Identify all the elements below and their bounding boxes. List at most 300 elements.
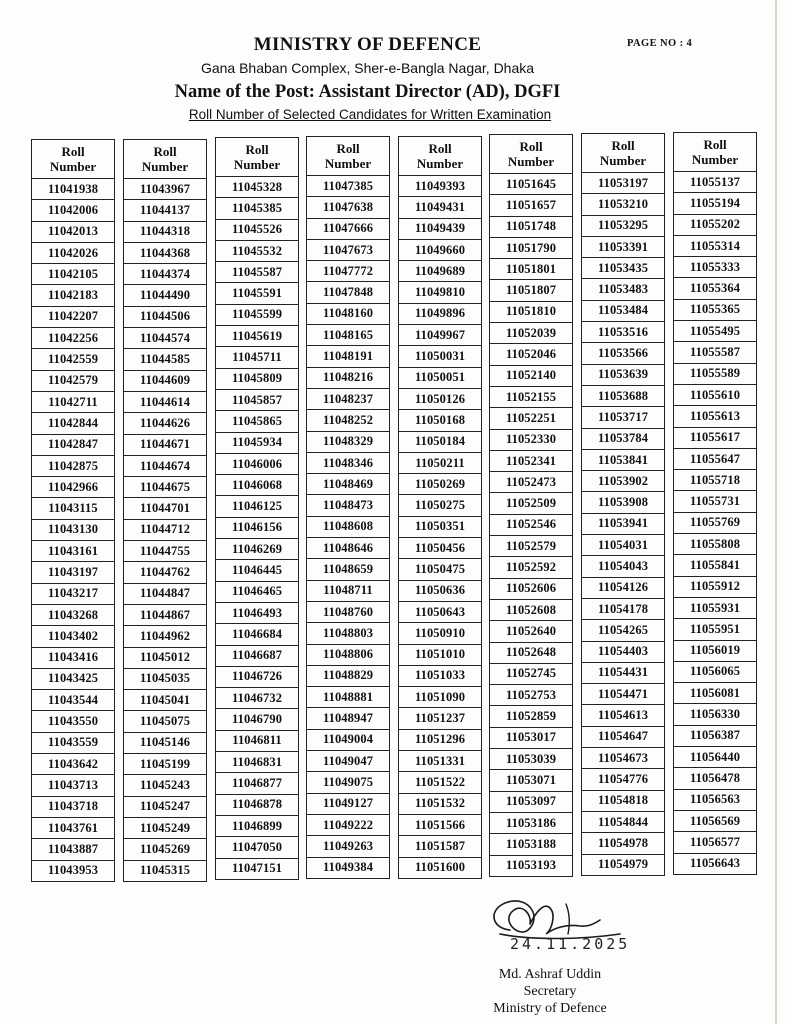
- signatory-office: Ministry of Defence: [493, 1001, 607, 1016]
- roll-number-cell: 11052640: [490, 621, 573, 642]
- table-row: [399, 367, 482, 388]
- table-row: [582, 492, 665, 513]
- roll-number-cell: 11043416: [32, 647, 115, 668]
- table-row: [674, 512, 757, 533]
- roll-number-cell: 11042183: [32, 285, 115, 306]
- roll-number-cell: 11050636: [399, 580, 482, 601]
- table-row: [216, 602, 299, 623]
- table-row: [490, 770, 573, 791]
- roll-number-cell: 11051807: [490, 280, 573, 301]
- roll-number-cell: 11050351: [399, 516, 482, 537]
- roll-number-cell: 11056577: [674, 832, 757, 853]
- roll-number-cell: 11048806: [307, 644, 390, 665]
- table-row: [674, 576, 757, 597]
- post-name: Name of the Post: Assistant Director (AD), DGFI: [174, 82, 561, 102]
- roll-number-cell: 11050031: [399, 346, 482, 367]
- roll-number-cell: 11044490: [124, 285, 207, 306]
- roll-number-table: [673, 132, 757, 875]
- roll-number-cell: 11053210: [582, 194, 665, 215]
- table-row: [674, 491, 757, 512]
- roll-number-cell: 11052473: [490, 472, 573, 493]
- table-row: [32, 647, 115, 668]
- roll-number-cell: 11047385: [307, 176, 390, 197]
- roll-number-cell: 11051237: [399, 708, 482, 729]
- table-row: [399, 176, 482, 197]
- table-row: [490, 855, 573, 876]
- table-row: [32, 604, 115, 625]
- roll-number-cell: 11048191: [307, 346, 390, 367]
- table-row: [399, 751, 482, 772]
- table-row: [32, 221, 115, 242]
- roll-number-cell: 11042579: [32, 370, 115, 391]
- roll-number-cell: 11042026: [32, 242, 115, 263]
- roll-number-cell: 11054844: [582, 811, 665, 832]
- roll-number-cell: 11051331: [399, 751, 482, 772]
- table-row: [399, 538, 482, 559]
- roll-number-cell: 11055912: [674, 576, 757, 597]
- roll-number-cell: 11042847: [32, 434, 115, 455]
- roll-number-cell: 11052859: [490, 706, 573, 727]
- signatory-name: Md. Ashraf Uddin: [498, 967, 602, 982]
- table-row: [490, 450, 573, 471]
- roll-number-cell: 11051566: [399, 814, 482, 835]
- roll-number-cell: 11052046: [490, 344, 573, 365]
- table-row: [582, 705, 665, 726]
- roll-number-cell: 11043761: [32, 817, 115, 838]
- table-row: [124, 285, 207, 306]
- table-row: [32, 498, 115, 519]
- table-row: [307, 751, 390, 772]
- table-row: [490, 408, 573, 429]
- table-row: [674, 555, 757, 576]
- roll-number-cell: 11054776: [582, 769, 665, 790]
- roll-number-cell: 11044626: [124, 413, 207, 434]
- table-row: [582, 535, 665, 556]
- table-row: [216, 177, 299, 198]
- table-row: [490, 578, 573, 599]
- roll-number-cell: 11053186: [490, 812, 573, 833]
- roll-number-cell: 11043544: [32, 690, 115, 711]
- roll-number-cell: 11050456: [399, 538, 482, 559]
- roll-number-cell: 11055808: [674, 534, 757, 555]
- table-row: [490, 791, 573, 812]
- roll-number-cell: 11054178: [582, 598, 665, 619]
- table-row: [124, 498, 207, 519]
- roll-number-cell: 11042844: [32, 413, 115, 434]
- table-row: [32, 306, 115, 327]
- roll-number-cell: 11045526: [216, 219, 299, 240]
- table-row: [216, 283, 299, 304]
- roll-number-cell: 11048165: [307, 325, 390, 346]
- column-header: Roll Number: [582, 134, 665, 173]
- table-row: [674, 619, 757, 640]
- table-row: [124, 839, 207, 860]
- table-row: [582, 364, 665, 385]
- table-row: [216, 688, 299, 709]
- roll-number-cell: 11053784: [582, 428, 665, 449]
- table-row: [490, 323, 573, 344]
- table-row: [124, 221, 207, 242]
- roll-number-cell: 11048473: [307, 495, 390, 516]
- roll-number-cell: 11045269: [124, 839, 207, 860]
- table-row: [582, 343, 665, 364]
- table-row: [582, 194, 665, 215]
- table-row: [216, 411, 299, 432]
- roll-number-cell: 11053197: [582, 173, 665, 194]
- roll-number-cell: 11045146: [124, 732, 207, 753]
- roll-number-cell: 11051033: [399, 665, 482, 686]
- table-row: [490, 195, 573, 216]
- roll-number-table: [581, 133, 665, 876]
- table-row: [674, 235, 757, 256]
- roll-number-cell: 11046726: [216, 666, 299, 687]
- table-row: [307, 218, 390, 239]
- table-row: [674, 661, 757, 682]
- table-row: [216, 560, 299, 581]
- table-row: [32, 711, 115, 732]
- table-row: [216, 475, 299, 496]
- roll-number-cell: 11044609: [124, 370, 207, 391]
- table-row: [399, 218, 482, 239]
- table-row: [674, 810, 757, 831]
- column-header: Roll Number: [124, 140, 207, 179]
- table-row: [490, 706, 573, 727]
- roll-number-cell: 11045599: [216, 304, 299, 325]
- address-line: Gana Bhaban Complex, Sher-e-Bangla Nagar, Dhaka: [200, 60, 535, 76]
- roll-number-cell: 11048760: [307, 601, 390, 622]
- table-row: [307, 687, 390, 708]
- roll-number-cell: 11045247: [124, 796, 207, 817]
- roll-number-cell: 11052039: [490, 323, 573, 344]
- table-row: [216, 624, 299, 645]
- table-row: [32, 775, 115, 796]
- table-row: [490, 174, 573, 195]
- roll-number-cell: 11045587: [216, 262, 299, 283]
- roll-number-cell: 11048160: [307, 303, 390, 324]
- table-row: [582, 811, 665, 832]
- table-row: [490, 493, 573, 514]
- roll-number-cell: 11053071: [490, 770, 573, 791]
- table-row: [399, 303, 482, 324]
- table-row: [399, 772, 482, 793]
- table-row: [399, 687, 482, 708]
- roll-number-cell: 11052330: [490, 429, 573, 450]
- roll-number-cell: 11043425: [32, 668, 115, 689]
- roll-number-cell: 11050051: [399, 367, 482, 388]
- table-row: [399, 814, 482, 835]
- roll-number-cell: 11044867: [124, 604, 207, 625]
- roll-number-cell: 11055495: [674, 321, 757, 342]
- table-row: [490, 599, 573, 620]
- table-row: [674, 747, 757, 768]
- table-row: [216, 645, 299, 666]
- roll-number-cell: 11045385: [216, 198, 299, 219]
- table-row: [32, 796, 115, 817]
- roll-number-cell: 11050475: [399, 559, 482, 580]
- table-row: [582, 684, 665, 705]
- roll-number-cell: 11051657: [490, 195, 573, 216]
- roll-number-cell: 11055314: [674, 235, 757, 256]
- roll-number-cell: 11053017: [490, 727, 573, 748]
- table-row: [216, 709, 299, 730]
- table-row: [674, 214, 757, 235]
- table-row: [32, 732, 115, 753]
- roll-number-cell: 11048216: [307, 367, 390, 388]
- table-row: [490, 280, 573, 301]
- table-row: [216, 219, 299, 240]
- roll-number-cell: 11055613: [674, 406, 757, 427]
- roll-number-cell: 11048881: [307, 687, 390, 708]
- roll-number-cell: 11055841: [674, 555, 757, 576]
- roll-number-cell: 11051810: [490, 301, 573, 322]
- roll-number-cell: 11053717: [582, 407, 665, 428]
- roll-number-cell: 11053188: [490, 834, 573, 855]
- roll-number-cell: 11055587: [674, 342, 757, 363]
- table-row: [124, 519, 207, 540]
- roll-number-cell: 11052155: [490, 386, 573, 407]
- table-row: [490, 621, 573, 642]
- table-row: [490, 237, 573, 258]
- roll-number-cell: 11052606: [490, 578, 573, 599]
- roll-number-cell: 11056478: [674, 768, 757, 789]
- table-row: [32, 668, 115, 689]
- roll-number-cell: 11051801: [490, 259, 573, 280]
- table-row: [124, 817, 207, 838]
- roll-number-cell: 11045243: [124, 775, 207, 796]
- roll-number-cell: 11043197: [32, 562, 115, 583]
- table-row: [307, 857, 390, 878]
- table-row: [216, 815, 299, 836]
- roll-number-cell: 11053566: [582, 343, 665, 364]
- roll-number-cell: 11055617: [674, 427, 757, 448]
- table-row: [216, 858, 299, 879]
- roll-number-cell: 11055731: [674, 491, 757, 512]
- roll-number-cell: 11049384: [307, 857, 390, 878]
- roll-number-cell: 11048711: [307, 580, 390, 601]
- roll-number-cell: 11042966: [32, 477, 115, 498]
- roll-number-cell: 11052509: [490, 493, 573, 514]
- table-row: [582, 279, 665, 300]
- roll-number-cell: 11049896: [399, 303, 482, 324]
- table-row: [32, 455, 115, 476]
- roll-number-cell: 11054613: [582, 705, 665, 726]
- roll-number-cell: 11049047: [307, 751, 390, 772]
- table-row: [490, 536, 573, 557]
- roll-number-cell: 11044712: [124, 519, 207, 540]
- table-row: [399, 793, 482, 814]
- roll-number-cell: 11051532: [399, 793, 482, 814]
- roll-number-cell: 11045532: [216, 240, 299, 261]
- table-row: [490, 344, 573, 365]
- table-row: [490, 685, 573, 706]
- table-row: [582, 854, 665, 875]
- roll-number-cell: 11053841: [582, 449, 665, 470]
- roll-number-cell: 11042559: [32, 349, 115, 370]
- table-row: [124, 477, 207, 498]
- table-row: [307, 452, 390, 473]
- table-row: [582, 620, 665, 641]
- table-row: [674, 257, 757, 278]
- table-row: [32, 817, 115, 838]
- signatory-block: [470, 966, 630, 1017]
- table-row: [399, 601, 482, 622]
- table-row: [582, 322, 665, 343]
- roll-number-cell: 11045865: [216, 411, 299, 432]
- roll-number-cell: 11054673: [582, 748, 665, 769]
- table-row: [582, 428, 665, 449]
- column-header: Roll Number: [307, 137, 390, 176]
- table-row: [582, 385, 665, 406]
- roll-number-cell: 11053516: [582, 322, 665, 343]
- table-row: [216, 368, 299, 389]
- table-row: [307, 601, 390, 622]
- roll-number-cell: 11050269: [399, 474, 482, 495]
- roll-number-cell: 11048608: [307, 516, 390, 537]
- table-row: [674, 853, 757, 874]
- roll-number-cell: 11044614: [124, 391, 207, 412]
- roll-number-cell: 11055364: [674, 278, 757, 299]
- table-row: [490, 259, 573, 280]
- table-row: [32, 541, 115, 562]
- roll-number-cell: 11044318: [124, 221, 207, 242]
- roll-number-cell: 11043550: [32, 711, 115, 732]
- table-row: [582, 641, 665, 662]
- table-row: [399, 346, 482, 367]
- table-row: [582, 215, 665, 236]
- table-row: [399, 474, 482, 495]
- table-row: [216, 198, 299, 219]
- roll-number-cell: 11054043: [582, 556, 665, 577]
- table-row: [399, 708, 482, 729]
- table-row: [307, 559, 390, 580]
- roll-number-cell: 11054403: [582, 641, 665, 662]
- roll-number-cell: 11055202: [674, 214, 757, 235]
- roll-number-cell: 11055610: [674, 384, 757, 405]
- column-header: Roll Number: [399, 137, 482, 176]
- roll-number-cell: 11049075: [307, 772, 390, 793]
- table-row: [124, 242, 207, 263]
- roll-number-cell: 11055951: [674, 619, 757, 640]
- table-row: [582, 236, 665, 257]
- table-row: [399, 197, 482, 218]
- table-row: [32, 583, 115, 604]
- table-row: [490, 429, 573, 450]
- column-header: Roll Number: [216, 138, 299, 177]
- table-row: [582, 833, 665, 854]
- roll-number-cell: 11050211: [399, 452, 482, 473]
- table-row: [216, 347, 299, 368]
- roll-number-cell: 11053295: [582, 215, 665, 236]
- table-row: [124, 732, 207, 753]
- table-row: [490, 557, 573, 578]
- table-row: [490, 749, 573, 770]
- roll-number-cell: 11043887: [32, 839, 115, 860]
- table-row: [124, 711, 207, 732]
- roll-number-cell: 11042875: [32, 455, 115, 476]
- table-row: [124, 179, 207, 200]
- table-row: [307, 367, 390, 388]
- roll-number-cell: 11048237: [307, 388, 390, 409]
- roll-number-cell: 11052592: [490, 557, 573, 578]
- roll-number-cell: 11050184: [399, 431, 482, 452]
- table-row: [124, 562, 207, 583]
- table-row: [32, 562, 115, 583]
- table-row: [582, 662, 665, 683]
- table-row: [124, 690, 207, 711]
- table-row: [307, 623, 390, 644]
- table-row: [582, 556, 665, 577]
- roll-number-cell: 11046831: [216, 752, 299, 773]
- table-row: [124, 413, 207, 434]
- roll-number-cell: 11054431: [582, 662, 665, 683]
- roll-number-cell: 11049263: [307, 836, 390, 857]
- roll-number-cell: 11053902: [582, 471, 665, 492]
- roll-number-cell: 11054978: [582, 833, 665, 854]
- table-row: [307, 644, 390, 665]
- signature-date: 24.11.2025: [510, 935, 631, 953]
- roll-number-cell: 11048346: [307, 452, 390, 473]
- roll-number-cell: 11048947: [307, 708, 390, 729]
- roll-number-cell: 11052140: [490, 365, 573, 386]
- table-row: [674, 640, 757, 661]
- roll-number-cell: 11051748: [490, 216, 573, 237]
- roll-number-cell: 11051010: [399, 644, 482, 665]
- roll-number-cell: 11045075: [124, 711, 207, 732]
- roll-number-cell: 11044368: [124, 242, 207, 263]
- roll-number-cell: 11054031: [582, 535, 665, 556]
- table-row: [582, 258, 665, 279]
- table-row: [399, 452, 482, 473]
- roll-number-cell: 11054471: [582, 684, 665, 705]
- column-header: Roll Number: [674, 133, 757, 172]
- table-row: [490, 727, 573, 748]
- table-row: [307, 410, 390, 431]
- roll-number-cell: 11055137: [674, 172, 757, 193]
- table-row: [490, 365, 573, 386]
- table-row: [124, 541, 207, 562]
- table-row: [399, 261, 482, 282]
- table-row: [490, 663, 573, 684]
- table-row: [674, 342, 757, 363]
- roll-number-cell: 11046877: [216, 773, 299, 794]
- table-row: [307, 772, 390, 793]
- roll-number-cell: 11043402: [32, 626, 115, 647]
- roll-number-cell: 11042013: [32, 221, 115, 242]
- table-row: [582, 577, 665, 598]
- roll-number-cell: 11055769: [674, 512, 757, 533]
- roll-number-cell: 11053435: [582, 258, 665, 279]
- signatory-designation: Secretary: [523, 984, 577, 999]
- roll-number-cell: 11042256: [32, 328, 115, 349]
- roll-number-cell: 11045711: [216, 347, 299, 368]
- table-row: [307, 814, 390, 835]
- table-row: [490, 642, 573, 663]
- roll-number-cell: 11052648: [490, 642, 573, 663]
- roll-number-cell: 11056387: [674, 725, 757, 746]
- roll-number-table: [31, 139, 115, 882]
- table-row: [307, 388, 390, 409]
- list-subtitle: [0, 107, 740, 122]
- table-row: [674, 448, 757, 469]
- table-row: [32, 370, 115, 391]
- table-row: [124, 860, 207, 881]
- table-row: [124, 370, 207, 391]
- roll-number-cell: 11041938: [32, 179, 115, 200]
- roll-number-cell: 11043713: [32, 775, 115, 796]
- table-row: [582, 748, 665, 769]
- roll-number-cell: 11045041: [124, 690, 207, 711]
- table-row: [399, 729, 482, 750]
